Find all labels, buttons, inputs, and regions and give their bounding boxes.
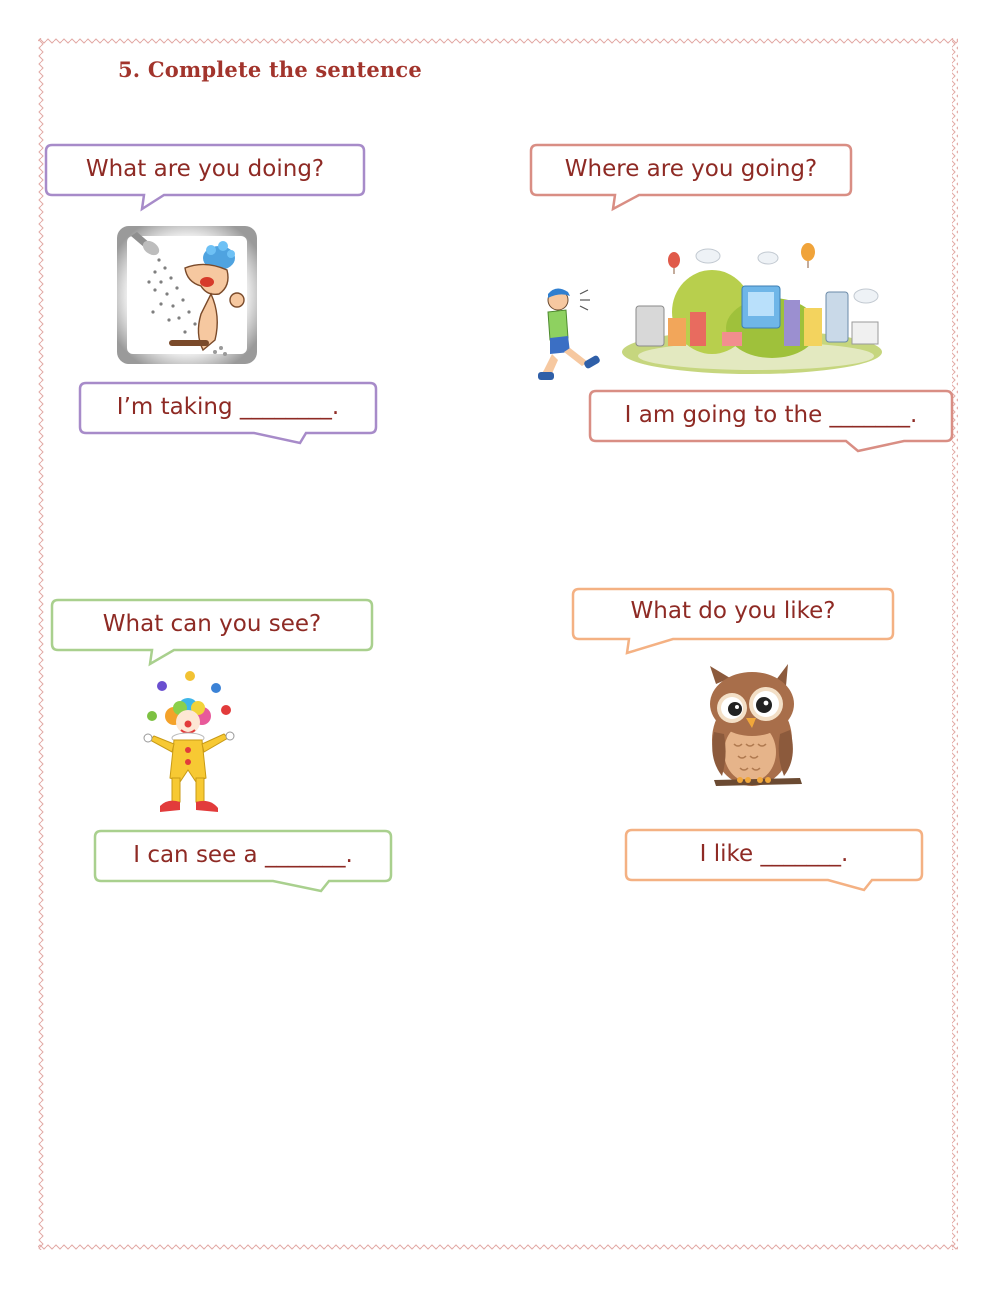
question-bubble-like	[571, 587, 895, 643]
answer-bubble-taking	[78, 381, 378, 437]
answer-text-taking: I’m taking ________.	[116, 394, 340, 420]
boy-walking-to-city-illustration	[536, 236, 920, 386]
answer-text-like: I like _______.	[699, 841, 849, 867]
answer-text-going-to: I am going to the _______.	[624, 402, 918, 428]
question-text-doing: What are you doing?	[85, 156, 325, 182]
answer-text-can-see: I can see a _______.	[133, 842, 353, 868]
question-bubble-see	[50, 598, 374, 654]
answer-bubble-like	[624, 828, 924, 884]
worksheet-title: 5. Complete the sentence	[118, 57, 422, 82]
answer-bubble-going-to	[588, 389, 954, 445]
question-bubble-doing	[44, 143, 366, 199]
question-bubble-going	[529, 143, 853, 199]
question-text-going: Where are you going?	[564, 156, 818, 182]
answer-bubble-can-see	[93, 829, 393, 885]
juggling-clown-illustration	[138, 666, 242, 822]
owl-illustration	[696, 662, 806, 792]
shower-man-illustration	[115, 224, 259, 366]
question-text-like: What do you like?	[630, 598, 836, 624]
question-text-see: What can you see?	[102, 611, 322, 637]
